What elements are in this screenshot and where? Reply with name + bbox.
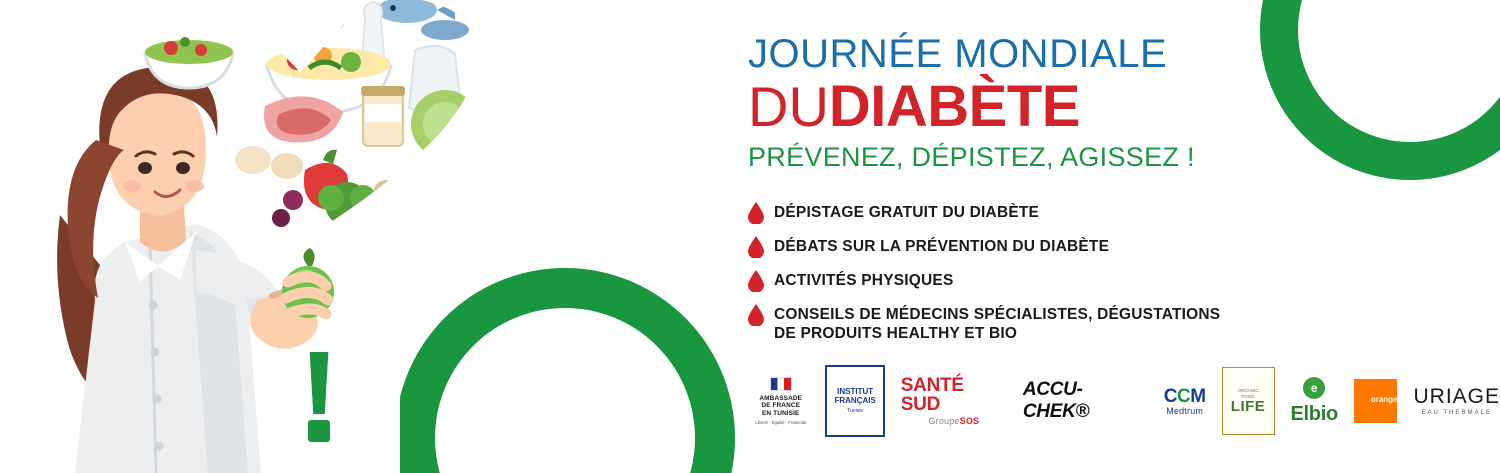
exclamation-bar [306,352,332,414]
list-item-label: DÉPISTAGE GRATUIT DU DIABÈTE [774,204,1040,221]
logo-subtitle: Tunisie [847,407,864,414]
logo-uriage [1413,372,1500,430]
logo-line2: FRANÇAIS [834,396,876,405]
logo-line1: URIAGE [1413,385,1500,408]
logo-subtitle [928,416,979,426]
logo-line1: LIFE [1230,397,1266,415]
page-title-line1: JOURNÉE MONDIALE [748,32,1168,76]
banner-content [748,34,1488,357]
page-title-line2 [748,74,1488,139]
exclamation-dot [308,420,330,442]
logo-line2: DE FRANCE [761,402,801,410]
logo-line1: ACCU-CHEK® [1022,379,1090,422]
logo-subtitle-top: ORGANIC FOOD [1237,388,1259,399]
blood-drop-icon [748,270,764,292]
logo-subtitle: EAU THERMALE [1421,410,1493,416]
logo-motto: Liberté · Égalité · Fraternité [755,420,807,426]
list-item [748,203,1488,224]
list-item [748,237,1488,258]
logo-institut-francais [825,365,884,437]
logo-line1: Elbio [1290,402,1338,425]
page-title-diabete: DIABÈTE [828,74,1080,139]
list-item [748,305,1488,344]
logo-elbio [1291,372,1338,430]
french-flag-icon [770,377,792,391]
blood-drop-icon [748,236,764,258]
list-item [748,271,1488,292]
list-item-label: DÉBATS SUR LA PRÉVENTION DU DIABÈTE [774,238,1110,255]
list-item-label: ACTIVITÉS PHYSIQUES [774,272,954,289]
blood-drop-icon [748,304,764,326]
exclamation-mark-graphic [305,352,333,442]
logo-line1: INSTITUT [837,387,874,397]
logo-line1: AMBASSADE [759,394,803,402]
list-item-label: CONSEILS DE MÉDECINS SPÉCIALISTES, DÉGUSTATIONS DE PRODUITS HEALTHY ET BIO [774,306,1221,343]
logo-subtitle-suffix: SOS [959,416,980,426]
logo-ccm-medtrum [1164,372,1206,430]
logo-line1: SANTÉ SUD [900,375,964,415]
page-subtitle: PRÉVENEZ, DÉPISTEZ, AGISSEZ ! [748,142,1195,172]
logo-ambassade-de-france-en-tunisie [752,372,809,430]
elbio-leaf-icon: e [1303,377,1325,399]
page-title-du: DU [748,75,829,138]
blood-drop-icon [748,202,764,224]
logo-line1: CCM [1163,385,1206,407]
logo-subtitle-prefix: Groupe [928,416,960,426]
heart-shaped-healthy-food-illustration [115,0,485,244]
partner-logos-row [752,370,1500,432]
logo-orange [1354,379,1398,423]
event-highlights-list [748,203,1488,344]
logo-sante-sud [901,372,1007,430]
logo-life-organic [1222,367,1275,435]
logo-line1: orange [1370,394,1398,404]
logo-accu-chek [1023,372,1148,430]
logo-line3: EN TUNISIE [761,409,800,417]
logo-subtitle: Medtrum [1166,405,1204,416]
